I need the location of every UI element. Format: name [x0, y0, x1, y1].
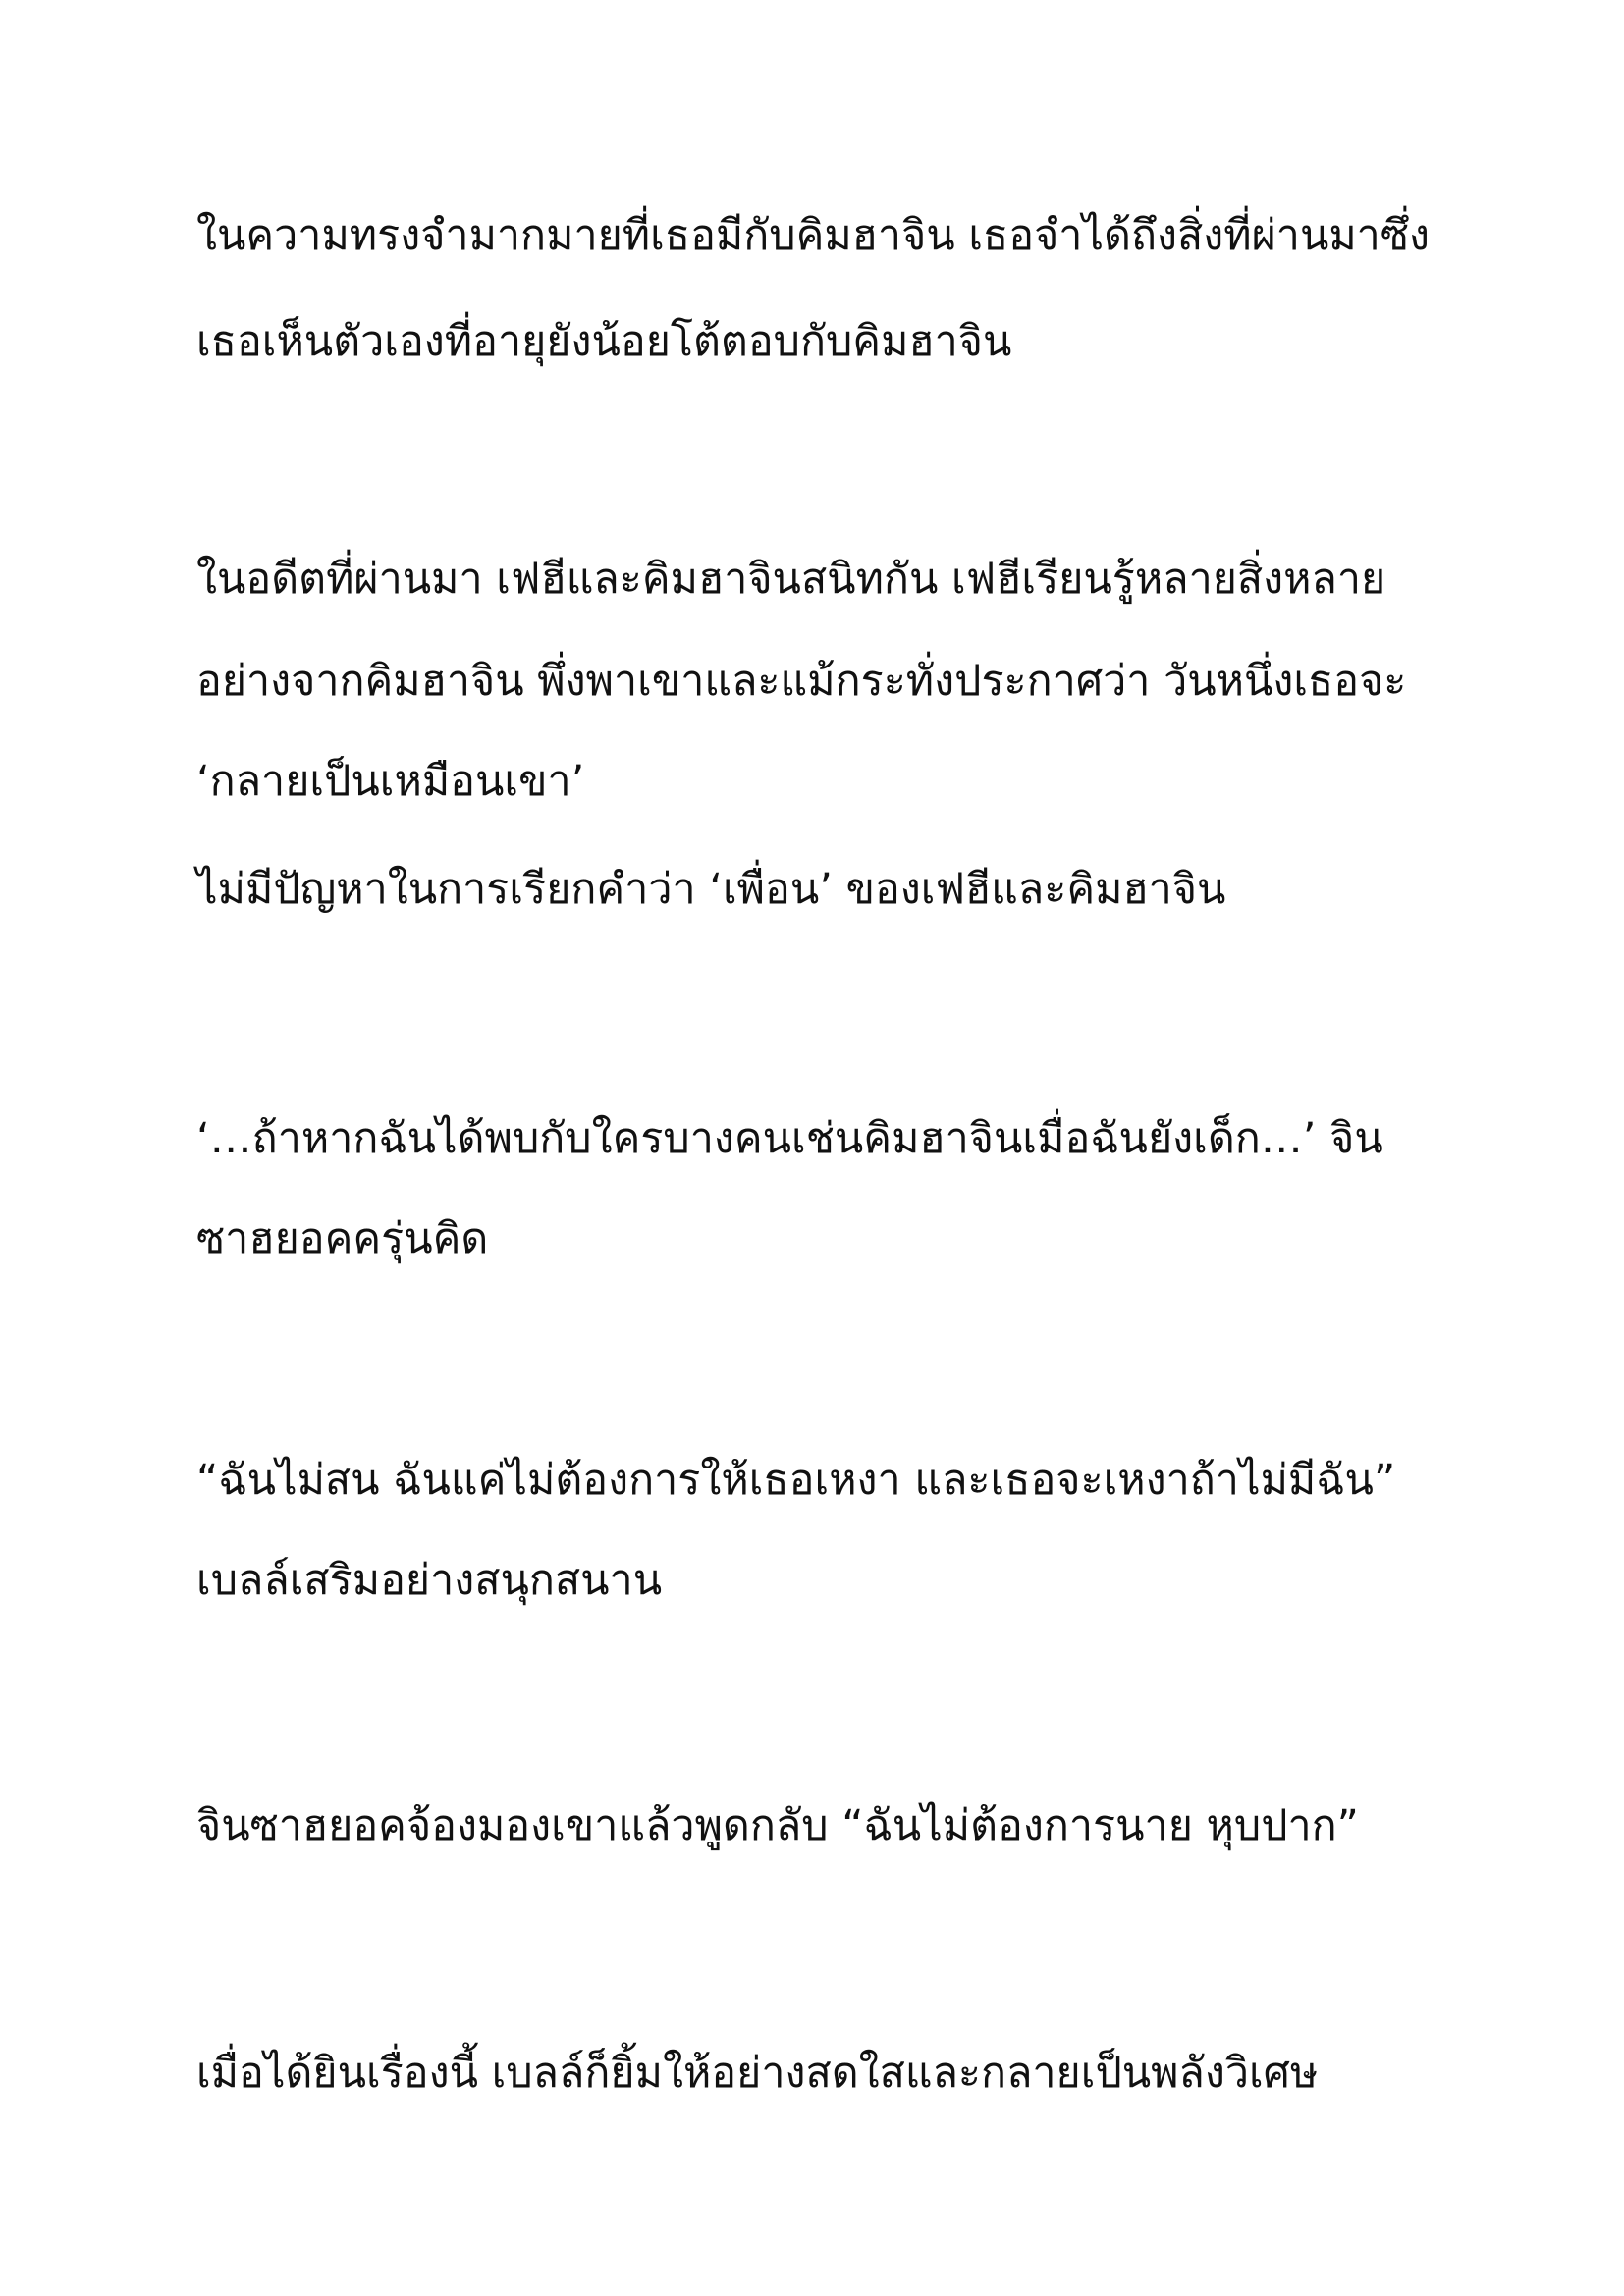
paragraph-1-line-1: ในความทรงจำมากมายที่เธอมีกับคิมฮาจิน เธอจำได้ถึงสิ่งที่ผ่านมาซึ่ง: [196, 211, 1431, 260]
paragraph-4-line-2: ซาฮยอคครุ่นคิด: [196, 1214, 489, 1263]
paragraph-2-line-2: อย่างจากคิมฮาจิน พึ่งพาเขาและแม้กระทั่งประกาศว่า วันหนึ่งเธอจะ: [196, 657, 1407, 706]
paragraph-4-line-1: ‘…ถ้าหากฉันได้พบกับใครบางคนเช่นคิมฮาจินเมื่อฉันยังเด็ก…’ จิน: [196, 1114, 1383, 1163]
paragraph-2-line-1: ในอดีตที่ผ่านมา เฟฮีและคิมฮาจินสนิทกัน เฟฮีเรียนรู้หลายสิ่งหลาย: [196, 555, 1386, 604]
paragraph-5-line-2: เบลล์เสริมอย่างสนุกสนาน: [196, 1556, 663, 1605]
paragraph-2-line-3: ‘กลายเป็นเหมือนเขา’: [196, 757, 585, 806]
paragraph-6-line-1: จินซาฮยอคจ้องมองเขาแล้วพูดกลับ “ฉันไม่ต้องการนาย หุบปาก”: [196, 1801, 1359, 1850]
paragraph-1-line-2: เธอเห็นตัวเองที่อายุยังน้อยโต้ตอบกับคิมฮาจิน: [196, 317, 1012, 366]
paragraph-3-line-1: ไม่มีปัญหาในการเรียกคำว่า ‘เพื่อน’ ของเฟฮีและคิมฮาจิน: [196, 865, 1226, 914]
paragraph-7-line-1: เมื่อได้ยินเรื่องนี้ เบลล์ก็ยิ้มให้อย่างสดใสและกลายเป็นพลังวิเศษ: [196, 2049, 1319, 2098]
paragraph-5-line-1: “ฉันไม่สน ฉันแค่ไม่ต้องการให้เธอเหงา และเธอจะเหงาถ้าไม่มีฉัน”: [196, 1456, 1396, 1505]
